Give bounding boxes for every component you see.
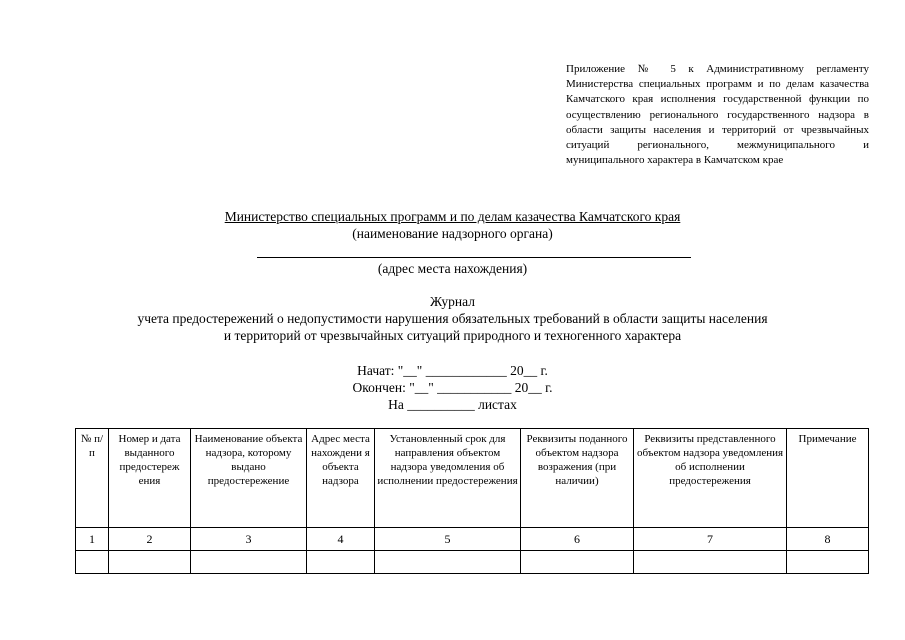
- empty-cell[interactable]: [521, 551, 634, 574]
- number-cell: 3: [191, 528, 307, 551]
- header-cell: Адрес места нахождени я объекта надзора: [307, 429, 375, 528]
- agency-block: [0, 208, 905, 242]
- address-caption: (адрес места нахождения): [377, 261, 528, 276]
- table-number-row: [76, 528, 869, 551]
- header-cell: № п/п: [76, 429, 109, 528]
- empty-cell[interactable]: [109, 551, 191, 574]
- empty-cell[interactable]: [787, 551, 869, 574]
- agency-caption: (наименование надзорного органа): [352, 226, 553, 241]
- header-cell: Реквизиты представленного объектом надзора уведомления об исполнении предостережения: [634, 429, 787, 528]
- number-cell: 5: [375, 528, 521, 551]
- journal-dates: [0, 362, 905, 413]
- number-cell: 7: [634, 528, 787, 551]
- empty-cell[interactable]: [191, 551, 307, 574]
- address-line: [257, 257, 691, 258]
- header-cell: Примечание: [787, 429, 869, 528]
- journal-subtitle-line2: и территорий от чрезвычайных ситуаций природного и техногенного характера: [223, 328, 682, 343]
- journal-heading: [0, 293, 905, 344]
- table-row: [76, 551, 869, 574]
- header-cell: Реквизиты поданного объектом надзора возражения (при наличии): [521, 429, 634, 528]
- journal-subtitle-line1: учета предостережений о недопустимости нарушения обязательных требований в области защиты населения: [137, 311, 768, 326]
- empty-cell[interactable]: [634, 551, 787, 574]
- started-date: Начат: "__" ____________ 20__ г.: [357, 363, 548, 378]
- header-cell: Наименование объекта надзора, которому выдано предостережение: [191, 429, 307, 528]
- sheets-count: На __________ листах: [388, 397, 517, 412]
- number-cell: 6: [521, 528, 634, 551]
- agency-name: Министерство специальных программ и по делам казачества Камчатского края: [224, 209, 681, 224]
- journal-title: Журнал: [429, 294, 475, 309]
- table-header-row: [76, 429, 869, 528]
- number-cell: 4: [307, 528, 375, 551]
- header-cell: Установленный срок для направления объектом надзора уведомления об исполнении предостережения: [375, 429, 521, 528]
- number-cell: 1: [76, 528, 109, 551]
- empty-cell[interactable]: [76, 551, 109, 574]
- journal-table: [75, 428, 869, 574]
- number-cell: 2: [109, 528, 191, 551]
- empty-cell[interactable]: [307, 551, 375, 574]
- number-cell: 8: [787, 528, 869, 551]
- ended-date: Окончен: "__" ___________ 20__ г.: [352, 380, 553, 395]
- appendix-note: Приложение № 5 к Административному регламенту Министерства специальных программ и по делам казачества Камчатского края исполнения государственной функции по осуществлению регионального государственного надзора в области защиты населения и территорий от чрезвычайных ситуаций регионального, межмуниципального и муниципального характера в Камчатском крае: [566, 63, 869, 167]
- empty-cell[interactable]: [375, 551, 521, 574]
- header-cell: Номер и дата выданного предостереж ения: [109, 429, 191, 528]
